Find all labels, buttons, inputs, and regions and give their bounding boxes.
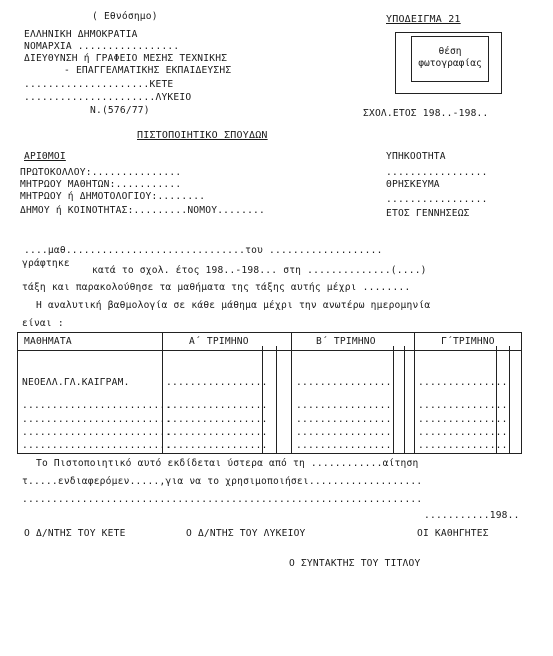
- header-republic: ΕΛΛΗΝΙΚΗ ΔΗΜΟΚΡΑΤΙΑ: [24, 29, 138, 40]
- table-row-subject: ΝΕΟΕΛΛ.ΓΛ.ΚΑΙΓΡΑΜ.: [22, 377, 130, 388]
- municipal-registry: ΜΗΤΡΩΟΥ ή ΔΗΜΟΤΟΛΟΓΙΟΥ:........: [20, 191, 206, 202]
- table-col-divider: [414, 332, 415, 454]
- header-prefecture: ΝΟΜΑΡΧΙΑ .................: [24, 41, 180, 52]
- header-education: - ΕΠΑΓΓΕΛΜΑΤΙΚΗΣ ΕΚΠΑΙΔΕΥΣΗΣ: [64, 65, 232, 76]
- closing-date: ...........198..: [424, 510, 520, 521]
- grade-dots: .................: [166, 377, 268, 388]
- table-top-border: [17, 332, 522, 333]
- birth-year-label: ΕΤΟΣ ΓΕΝΝΗΣΕΩΣ: [386, 208, 470, 219]
- body-line-5: είναι :: [22, 318, 64, 329]
- table-header-rule: [17, 350, 522, 351]
- document-title: ΠΙΣΤΟΠΟΙΗΤΙΚΟ ΣΠΟΥΔΩΝ: [137, 130, 268, 141]
- table-col-divider: [291, 332, 292, 454]
- header-lykeio: ......................ΛΥΚΕΙΟ: [24, 92, 192, 103]
- numbers-heading: ΑΡΙΘΜΟΙ: [24, 151, 66, 162]
- municipality-prefecture: ΔΗΜΟΥ ή ΚΟΙΝΟΤΗΤΑΣ:.........ΝΟΜΟΥ........: [20, 205, 266, 216]
- table-row-subject: .........................: [22, 440, 172, 451]
- closing-line-2: τ.....ενδιαφερόμεν.....,για να το χρησιμοποιήσει...................: [22, 476, 423, 487]
- protocol-number: ΠΡΩΤΟΚΟΛΛΟΥ:...............: [20, 167, 182, 178]
- table-row-subject: .........................: [22, 414, 172, 425]
- emblem-label: ( Εθνόσημο): [92, 11, 158, 22]
- body-line-3: τάξη και παρακολούθησε τα μαθήματα της τάξης αυτής μέχρι ........: [22, 282, 411, 293]
- header-subjects: ΜΑΘΗΜΑΤΑ: [24, 336, 72, 347]
- signature-teachers: ΟΙ ΚΑΘΗΓΗΤΕΣ: [417, 528, 489, 539]
- header-term-b: Β΄ ΤΡΙΜΗΝΟ: [316, 336, 376, 347]
- grade-dots: ...............: [418, 440, 508, 451]
- table-subcol-divider: [276, 346, 277, 454]
- signature-compiler: Ο ΣΥΝΤΑΚΤΗΣ ΤΟΥ ΤΙΤΛΟΥ: [289, 558, 421, 569]
- grade-dots: ...............: [418, 400, 508, 411]
- grade-dots: ................: [296, 427, 392, 438]
- religion-dots: .................: [386, 194, 488, 205]
- grade-dots: .................: [166, 400, 268, 411]
- grade-dots: ................: [296, 414, 392, 425]
- model-number: ΥΠΟΔΕΙΓΜΑ 21: [386, 14, 461, 25]
- table-row-subject: .........................: [22, 427, 172, 438]
- table-subcol-divider: [509, 346, 510, 454]
- header-term-a: Α΄ ΤΡΙΜΗΝΟ: [189, 336, 249, 347]
- body-line-2a: γράφτηκε: [22, 258, 70, 269]
- student-registry: ΜΗΤΡΩΟΥ ΜΑΘΗΤΩΝ:...........: [20, 179, 182, 190]
- religion-label: ΘΡΗΣΚΕΥΜΑ: [386, 179, 440, 190]
- header-term-c: Γ΄ΤΡΙΜΗΝΟ: [441, 336, 495, 347]
- table-row-subject: .........................: [22, 400, 172, 411]
- closing-line-3: ...................................................................: [22, 494, 423, 505]
- grade-dots: ...............: [418, 414, 508, 425]
- body-line-2b: κατά το σχολ. έτος 198..-198... στη ..............(....): [92, 265, 427, 276]
- grade-dots: .................: [166, 440, 268, 451]
- photo-label-line2: φωτογραφίας: [418, 57, 482, 69]
- grade-dots: ................: [296, 440, 392, 451]
- table-subcol-divider: [404, 346, 405, 454]
- table-subcol-divider: [393, 346, 394, 454]
- header-law: Ν.(576/77): [90, 105, 150, 116]
- grade-dots: ................: [296, 400, 392, 411]
- citizenship-dots: .................: [386, 167, 488, 178]
- closing-line-1: Το Πιστοποιητικό αυτό εκδίδεται ύστερα από τη ............αίτηση: [36, 458, 419, 469]
- grade-dots: ................: [296, 377, 392, 388]
- signature-kete-director: Ο Δ/ΝΤΗΣ ΤΟΥ ΚΕΤΕ: [24, 528, 126, 539]
- school-year: ΣΧΟΛ.ΕΤΟΣ 198..-198..: [363, 108, 489, 119]
- body-line-1: ....μαθ..............................του ...................: [24, 245, 383, 256]
- table-bottom-border: [17, 453, 522, 454]
- signature-lykeio-director: Ο Δ/ΝΤΗΣ ΤΟΥ ΛΥΚΕΙΟΥ: [186, 528, 306, 539]
- citizenship-label: ΥΠΗΚΟΟΤΗΤΑ: [386, 151, 446, 162]
- body-line-4: Η αναλυτική βαθμολογία σε κάθε μάθημα μέχρι την ανωτέρω ημερομηνία: [36, 300, 431, 311]
- table-right-border: [521, 332, 522, 454]
- photo-label-line1: θέση: [438, 46, 462, 57]
- photo-placeholder: [414, 46, 486, 70]
- grade-dots: .................: [166, 414, 268, 425]
- table-left-border: [17, 332, 18, 454]
- grade-dots: ...............: [418, 377, 508, 388]
- grade-dots: ...............: [418, 427, 508, 438]
- header-directorate: ΔΙΕΥΘΥΝΣΗ ή ΓΡΑΦΕΙΟ ΜΕΣΗΣ ΤΕΧΝΙΚΗΣ: [24, 53, 228, 64]
- header-kete: .....................ΚΕΤΕ: [24, 79, 174, 90]
- grade-dots: .................: [166, 427, 268, 438]
